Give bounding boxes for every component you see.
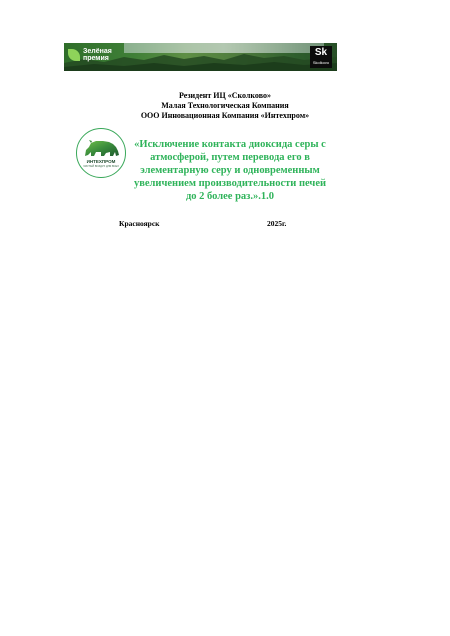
emblem-name: ИНТЕХПРОМ xyxy=(86,159,116,164)
company-type-line: Малая Технологическая Компания xyxy=(161,101,289,110)
title-line-2: атмосферой, путем перевода его в xyxy=(150,152,310,163)
green-prize-text xyxy=(83,48,112,62)
organization-header xyxy=(0,91,450,121)
bear-icon xyxy=(77,129,125,177)
footer-city: Красноярск xyxy=(119,219,160,228)
green-prize-line2: премия xyxy=(83,55,109,62)
footer-year: 2025г. xyxy=(267,219,287,228)
leaf-icon xyxy=(68,49,80,61)
skolkovo-logo-mark: Sk xyxy=(314,47,328,58)
title-line-3: элементарную серу и одновременным xyxy=(140,165,320,176)
skolkovo-logo xyxy=(310,46,332,68)
company-name-line: ООО Инновационная Компания «Интехпром» xyxy=(140,111,310,120)
document-title xyxy=(126,138,334,203)
intekhprom-emblem xyxy=(76,128,126,178)
header-banner xyxy=(64,43,337,71)
title-line-1: «Исключение контакта диоксида серы с xyxy=(134,139,326,150)
title-line-4: увеличением производительности печей xyxy=(133,178,327,189)
green-prize-logo xyxy=(68,48,112,62)
resident-line: Резидент ИЦ «Сколково» xyxy=(179,91,271,100)
green-prize-line1: Зелёная xyxy=(83,48,112,55)
skolkovo-logo-text: Skolkovo xyxy=(312,60,330,65)
title-line-5: до 2 более раз.».1.0 xyxy=(185,191,275,202)
emblem-tagline: ЧИСТЫЙ ВОЗДУХ ДЛЯ ВСЕХ xyxy=(83,165,119,168)
